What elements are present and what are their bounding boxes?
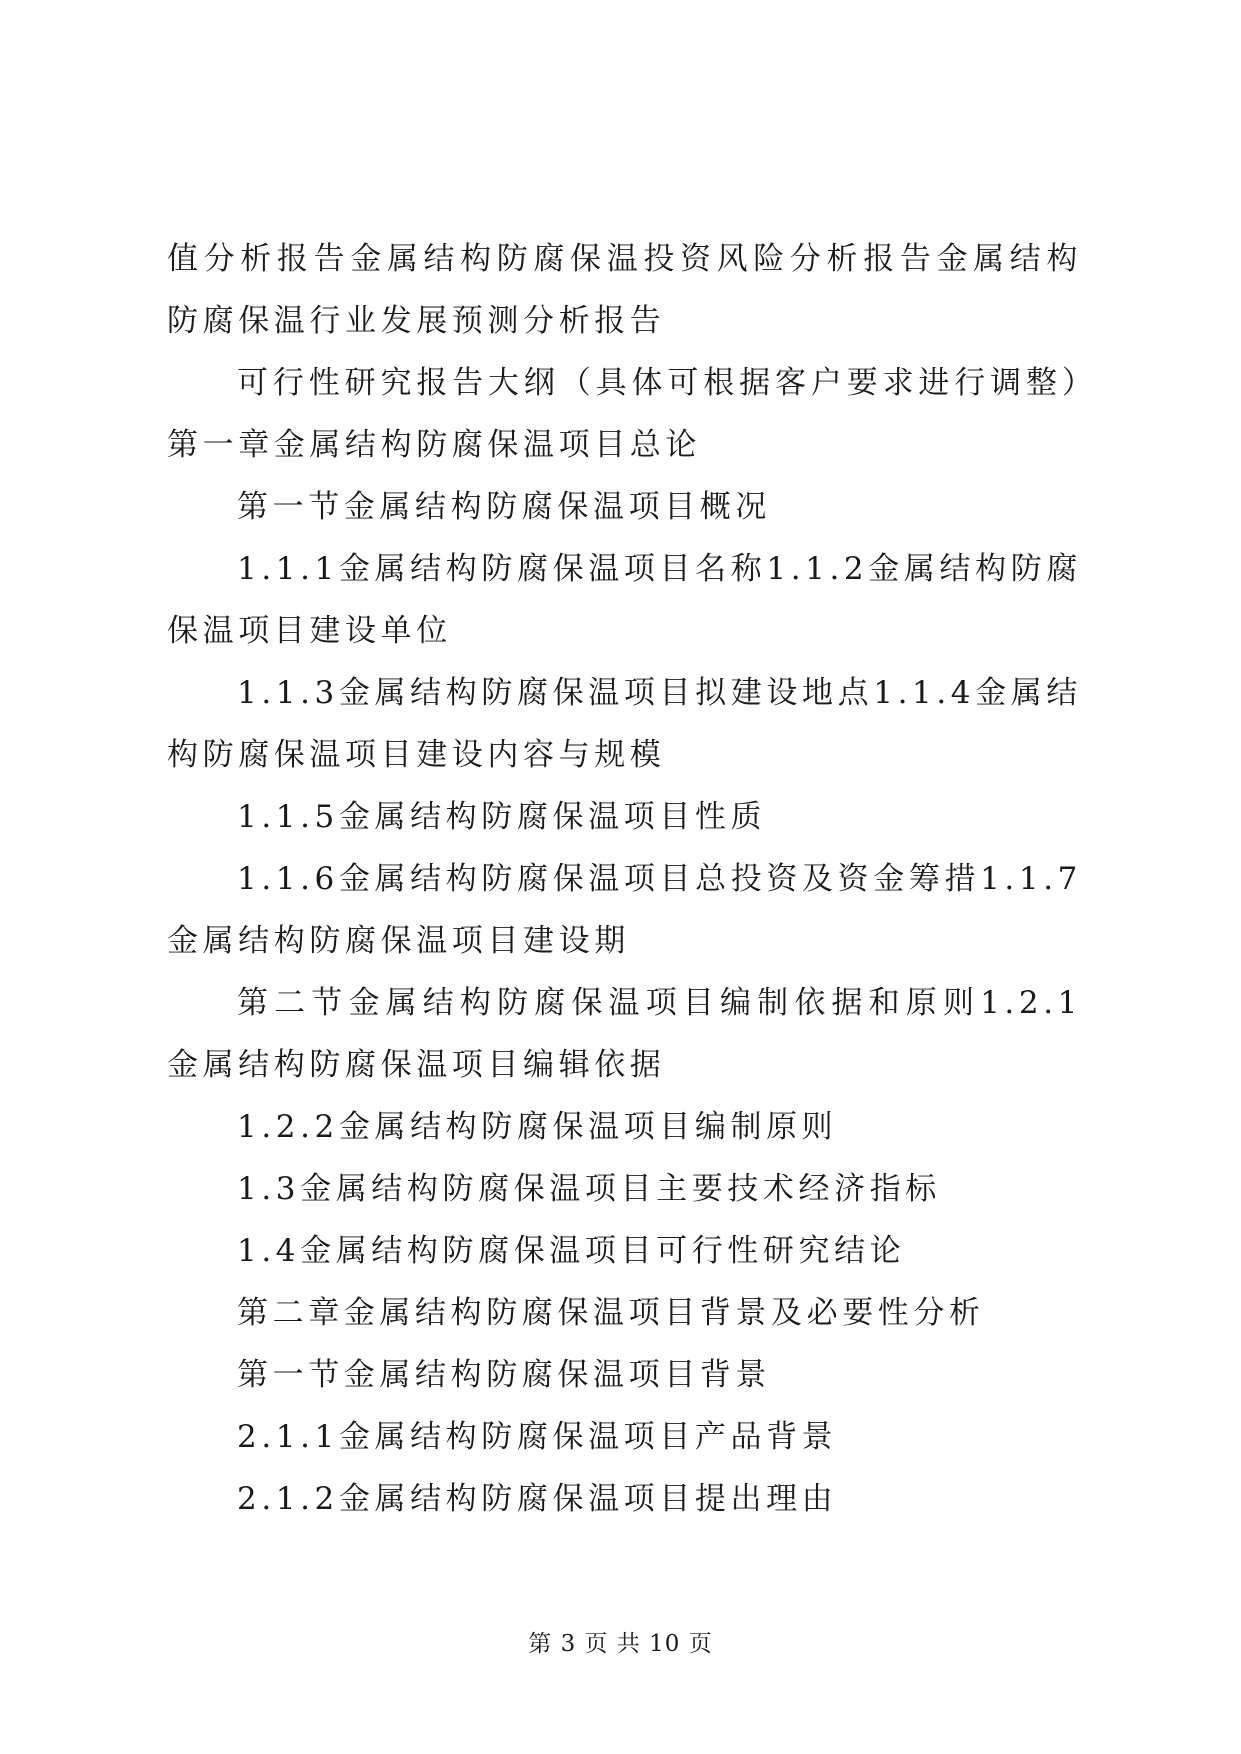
paragraph-10: 1.3金属结构防腐保温项目主要技术经济指标: [237, 1171, 941, 1207]
paragraph-11: 1.4金属结构防腐保温项目可行性研究结论: [237, 1233, 906, 1269]
document-body: [167, 228, 1082, 1530]
paragraph-1: 值分析报告金属结构防腐保温投资风险分析报告金属结构防腐保温行业发展预测分析报告: [167, 241, 1082, 339]
paragraph-2: 可行性研究报告大纲（具体可根据客户要求进行调整）第一章金属结构防腐保温项目总论: [167, 365, 1082, 463]
paragraph-7: 1.1.6金属结构防腐保温项目总投资及资金筹措1.1.7金属结构防腐保温项目建设期: [167, 861, 1082, 959]
paragraph-14: 2.1.1金属结构防腐保温项目产品背景: [237, 1419, 838, 1455]
paragraph-4: 1.1.1金属结构防腐保温项目名称1.1.2金属结构防腐保温项目建设单位: [167, 551, 1082, 649]
paragraph-12: 第二章金属结构防腐保温项目背景及必要性分析: [237, 1295, 985, 1331]
paragraph-8: 第二节金属结构防腐保温项目编制依据和原则1.2.1金属结构防腐保温项目编辑依据: [167, 985, 1082, 1083]
paragraph-9: 1.2.2金属结构防腐保温项目编制原则: [237, 1109, 838, 1145]
paragraph-5: 1.1.3金属结构防腐保温项目拟建设地点1.1.4金属结构防腐保温项目建设内容与规模: [167, 675, 1082, 773]
paragraph-15: 2.1.2金属结构防腐保温项目提出理由: [237, 1481, 838, 1517]
paragraph-3: 第一节金属结构防腐保温项目概况: [237, 489, 771, 525]
paragraph-13: 第一节金属结构防腐保温项目背景: [237, 1357, 771, 1393]
page-footer: 第 3 页 共 10 页: [528, 1631, 713, 1657]
paragraph-6: 1.1.5金属结构防腐保温项目性质: [237, 799, 767, 835]
